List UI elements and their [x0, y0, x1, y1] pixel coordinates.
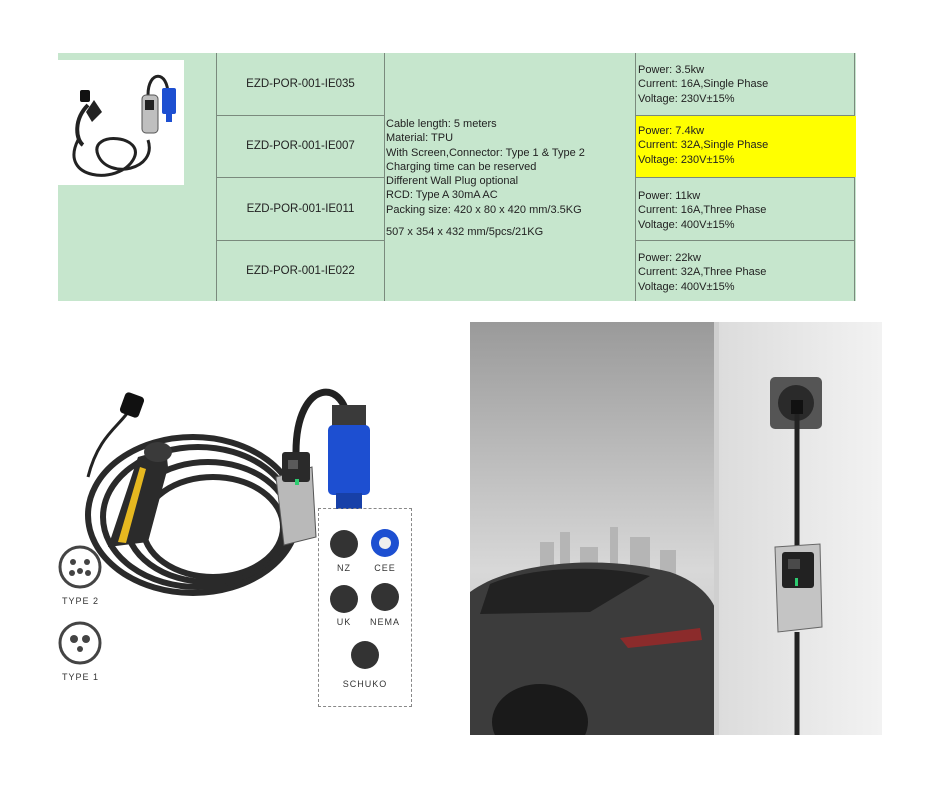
spec-cell: [636, 57, 856, 115]
description-line: 507 x 354 x 432 mm/5pcs/21KG: [386, 226, 544, 239]
charging-scene-photo: [470, 322, 882, 735]
model-number: EZD-POR-001-IE007: [246, 140, 355, 152]
spec-voltage: Voltage: 230V±15%: [638, 153, 735, 166]
description-line: Cable length: 5 meters: [386, 118, 497, 130]
spec-current: Current: 32A,Single Phase: [638, 139, 769, 152]
description-line: Charging time can be reserved: [386, 160, 537, 173]
plug-options-box: [318, 508, 412, 707]
spec-current: Current: 32A,Three Phase: [638, 266, 767, 279]
product-thumbnail: [58, 60, 184, 185]
description-line: With Screen,Connector: Type 1 & Type 2: [386, 146, 585, 159]
description-line: RCD: Type A 30mA AC: [386, 189, 498, 202]
spec-current: Current: 16A,Single Phase: [638, 78, 769, 91]
plug-label: NEMA: [369, 617, 400, 627]
plug-label: UK: [336, 617, 352, 627]
product-description: [386, 117, 636, 239]
plug-label: NZ: [337, 563, 351, 573]
description-line: Material: TPU: [386, 132, 454, 145]
spec-cell: [636, 241, 856, 301]
spec-power: Power: 11kw: [638, 190, 701, 202]
table-divider: [216, 115, 385, 116]
plug-label: SCHUKO: [342, 679, 388, 689]
spec-voltage: Voltage: 230V±15%: [638, 92, 735, 105]
spec-power: Power: 7.4kw: [638, 125, 705, 137]
table-divider: [216, 177, 385, 178]
connector-label: TYPE 2: [62, 596, 100, 606]
spec-voltage: Voltage: 400V±15%: [638, 280, 735, 293]
spec-power: Power: 3.5kw: [638, 64, 705, 76]
model-number: EZD-POR-001-IE035: [246, 78, 355, 90]
connector-label: TYPE 1: [62, 672, 100, 682]
spec-current: Current: 16A,Three Phase: [638, 204, 767, 217]
spec-power: Power: 22kw: [638, 252, 701, 264]
spec-voltage: Voltage: 400V±15%: [638, 218, 735, 231]
model-number: EZD-POR-001-IE022: [246, 265, 355, 277]
table-divider: [216, 240, 385, 241]
spec-cell-highlighted: [636, 116, 856, 177]
plug-label: CEE: [374, 563, 396, 573]
description-line: Packing size: 420 x 80 x 420 mm/3.5KG: [386, 203, 582, 216]
spec-table: [58, 53, 856, 301]
description-line: Different Wall Plug optional: [386, 175, 519, 188]
model-number: EZD-POR-001-IE011: [246, 203, 355, 215]
spec-cell: [636, 178, 856, 240]
